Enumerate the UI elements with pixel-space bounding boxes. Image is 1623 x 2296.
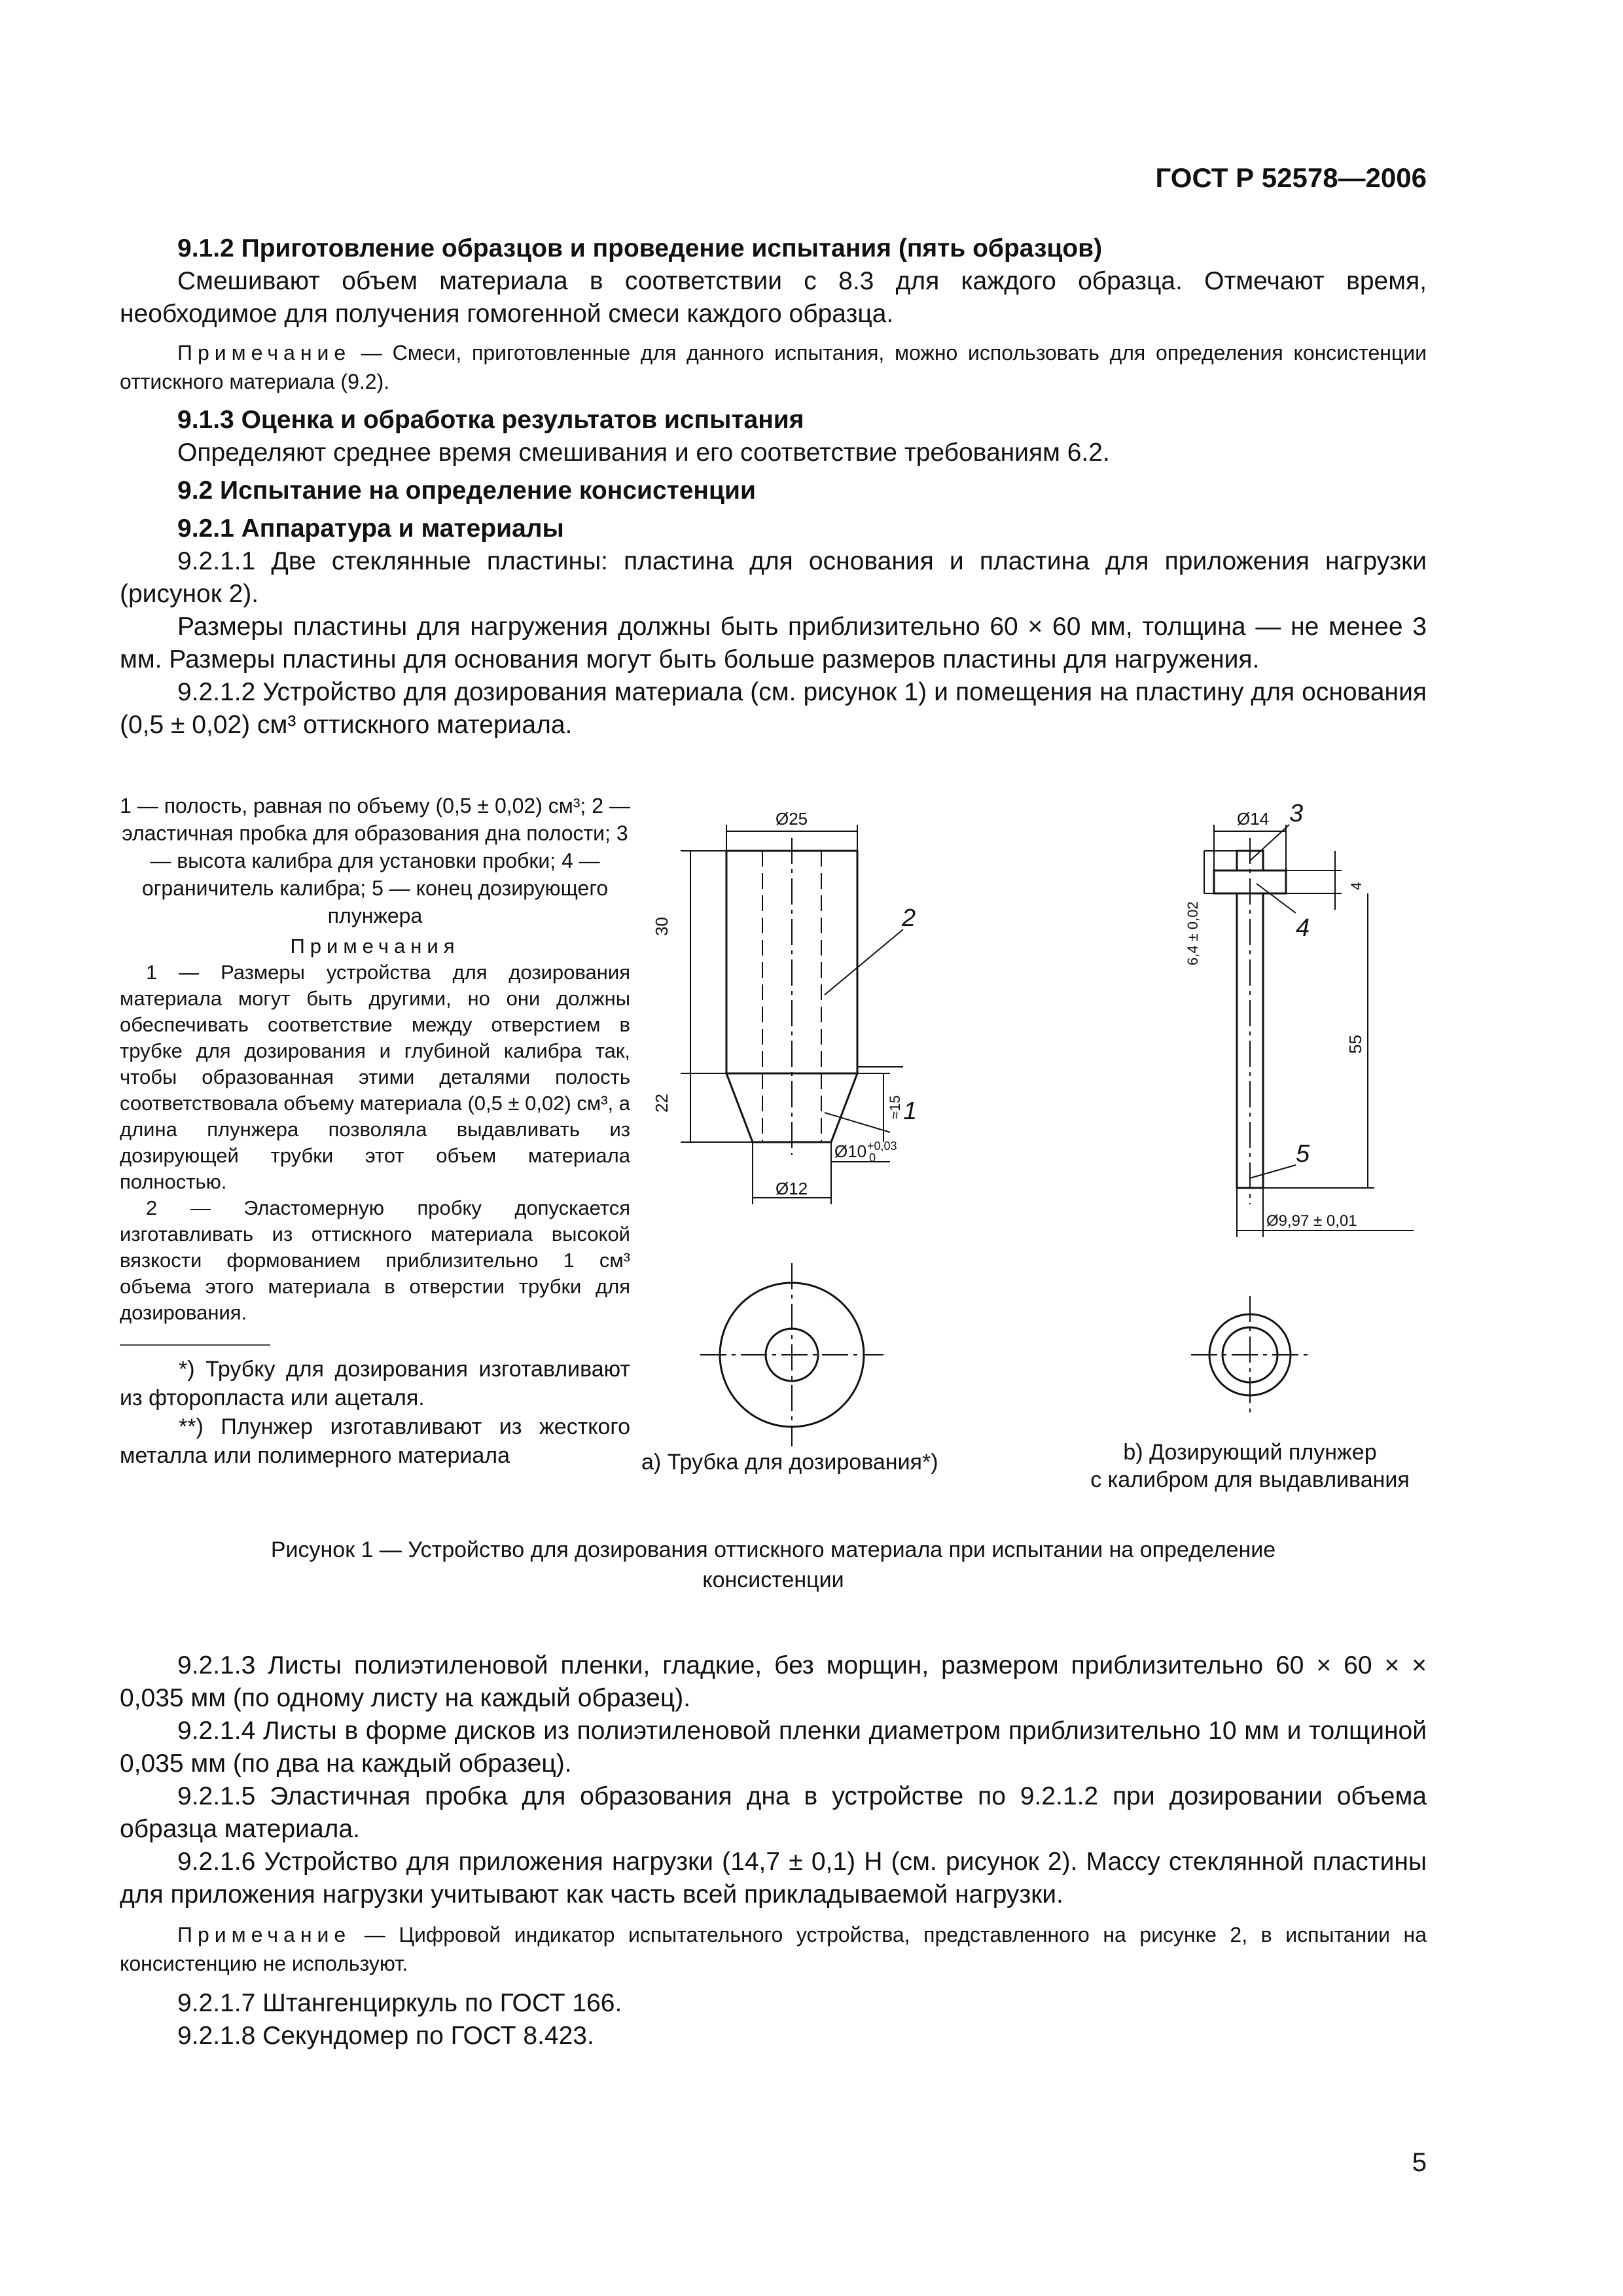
para-9-2-1-2: 9.2.1.2 Устройство для дозирования материала (см. рисунок 1) и помещения на пластину для основания (0,5 ± 0,02) см³ оттискного материала. bbox=[120, 678, 1427, 739]
section-9-1-2-title: 9.1.2 Приготовление образцов и проведение испытания (пять образцов) bbox=[177, 234, 1103, 262]
section-9-1-3-title: 9.1.3 Оценка и обработка результатов испытания bbox=[177, 406, 804, 434]
dim-h30: 30 bbox=[652, 917, 671, 936]
note-2-label: Примечание bbox=[177, 1923, 351, 1946]
dim-h4: 4 bbox=[1348, 882, 1364, 890]
caption-b-line-1: b) Дозирующий плунжер bbox=[1123, 1440, 1377, 1465]
note-2-text: — Цифровой индикатор испытательного устройства, представленного на рисунке 2, в испытании на консистенцию не используют. bbox=[120, 1923, 1427, 1975]
para-9-2-1-6: 9.2.1.6 Устройство для приложения нагрузки (14,7 ± 0,1) Н (см. рисунок 2). Массу стеклянной пластины для приложения нагрузки учитывают как часть всей прикладываемой нагрузки. bbox=[120, 1848, 1427, 1909]
page-number: 5 bbox=[1412, 2148, 1427, 2177]
caption-a: a) Трубка для дозирования*) bbox=[641, 1450, 938, 1475]
para-9-2-1-4: 9.2.1.4 Листы в форме дисков из полиэтиленовой пленки диаметром приблизительно 10 мм и толщиной 0,035 мм (по два на каждый образец). bbox=[120, 1717, 1427, 1778]
tube-label-2: 2 bbox=[902, 905, 916, 932]
document-header: ГОСТ Р 52578—2006 bbox=[1155, 162, 1427, 193]
dim-d997: Ø9,97 ± 0,01 bbox=[1266, 1212, 1357, 1230]
dim-h15: ≈15 bbox=[887, 1095, 903, 1119]
note-label: Примечание bbox=[177, 341, 351, 365]
legend-note-1: 1 — Размеры устройства для дозирования материала могут быть другими, но они должны обеспечивать соответствие между отверстием в трубке для дозирования и глубиной калибра так, чтобы образованная этими деталями полость соответствовала объему материала (0,5 ± 0,02) см³, а длина плунжера позволяла выдавливать из дозирующей трубки этот объем материала полностью. bbox=[120, 961, 630, 1193]
dim-h22: 22 bbox=[652, 1094, 671, 1113]
legend-note-2: 2 — Эластомерную пробку допускается изготавливать из оттискного материала высокой вязкости формованием приблизительно 1 см³ объема этого материала в отверстии трубки для дозирования. bbox=[120, 1196, 630, 1324]
para-9-2-1-1b: Размеры пластины для нагружения должны быть приблизительно 60 × 60 мм, толщина — не менее 3 мм. Размеры пластины для основания могут быть больше размеров пластины для нагружения. bbox=[120, 613, 1427, 673]
plunger-label-5: 5 bbox=[1296, 1140, 1310, 1168]
dim-d12: Ø12 bbox=[776, 1179, 808, 1198]
footnote-2: **) Плунжер изготавливают из жесткого металла или полимерного материала bbox=[120, 1414, 630, 1468]
legend-notes-label: Примечания bbox=[290, 935, 460, 958]
figure-1-drawing bbox=[628, 779, 1453, 1505]
section-9-1-3-text: Определяют среднее время смешивания и его соответствие требованиям 6.2. bbox=[177, 439, 1110, 467]
figure-legend bbox=[120, 792, 630, 1470]
tube-label-1: 1 bbox=[903, 1098, 918, 1125]
plunger-label-3: 3 bbox=[1289, 800, 1304, 827]
section-9-1-2-text: Смешивают объем материала в соответствии с 8.3 для каждого образца. Отмечают время, необходимое для получения гомогенной смеси каждого образца. bbox=[120, 267, 1427, 328]
note-text: — Смеси, приготовленные для данного испытания, можно использовать для определения консистенции оттискного материала (9.2). bbox=[120, 341, 1427, 393]
dim-d10-tol-dn: 0 bbox=[869, 1151, 876, 1164]
section-9-2-1-title: 9.2.1 Аппаратура и материалы bbox=[177, 514, 564, 543]
dim-h55: 55 bbox=[1346, 1035, 1365, 1054]
dim-d14: Ø14 bbox=[1237, 809, 1270, 829]
plunger-label-4: 4 bbox=[1296, 914, 1310, 942]
bottom-text bbox=[120, 1649, 1427, 2053]
section-9-2-title: 9.2 Испытание на определение консистенции bbox=[177, 476, 756, 505]
dim-d10: Ø10 bbox=[834, 1141, 867, 1161]
note-9-1-2 bbox=[120, 338, 1427, 396]
para-9-2-1-5: 9.2.1.5 Эластичная пробка для образования дна в устройстве по 9.2.1.2 при дозировании объема образца материала. bbox=[120, 1782, 1427, 1843]
figure-caption-line-2: консистенции bbox=[702, 1568, 844, 1592]
para-9-2-1-3: 9.2.1.3 Листы полиэтиленовой пленки, гладкие, без морщин, размером приблизительно 60 × 60 × × 0,035 мм (по одному листу на каждый образец). bbox=[120, 1651, 1427, 1712]
note-9-2-1-6 bbox=[120, 1920, 1427, 1978]
figure-1-caption bbox=[120, 1535, 1427, 1595]
caption-b-line-2: с калибром для выдавливания bbox=[1090, 1467, 1410, 1492]
para-9-2-1-1: 9.2.1.1 Две стеклянные пластины: пластина для основания и пластина для приложения нагрузки (рисунок 2). bbox=[120, 547, 1427, 608]
dim-d10-tol-up: +0,03 bbox=[867, 1139, 897, 1153]
legend-items: 1 — полость, равная по объему (0,5 ± 0,02) см³; 2 — эластичная пробка для образования дна полости; 3 — высота калибра для установки пробки; 4 — ограничитель калибра; 5 — конец дозирующего плунжера bbox=[120, 794, 630, 927]
footnote-divider bbox=[120, 1344, 270, 1346]
top-text bbox=[120, 232, 1427, 742]
figure-caption-line-1: Рисунок 1 — Устройство для дозирования оттискного материала при испытании на определение bbox=[270, 1537, 1276, 1562]
dim-d25: Ø25 bbox=[776, 809, 808, 829]
para-9-2-1-8: 9.2.1.8 Секундомер по ГОСТ 8.423. bbox=[177, 2022, 594, 2050]
footnote-1: *) Трубку для дозирования изготавливают из фторопласта или ацеталя. bbox=[120, 1357, 630, 1410]
para-9-2-1-7: 9.2.1.7 Штангенциркуль по ГОСТ 166. bbox=[177, 1989, 622, 2017]
dim-h64: 6,4 ± 0,02 bbox=[1185, 901, 1201, 965]
